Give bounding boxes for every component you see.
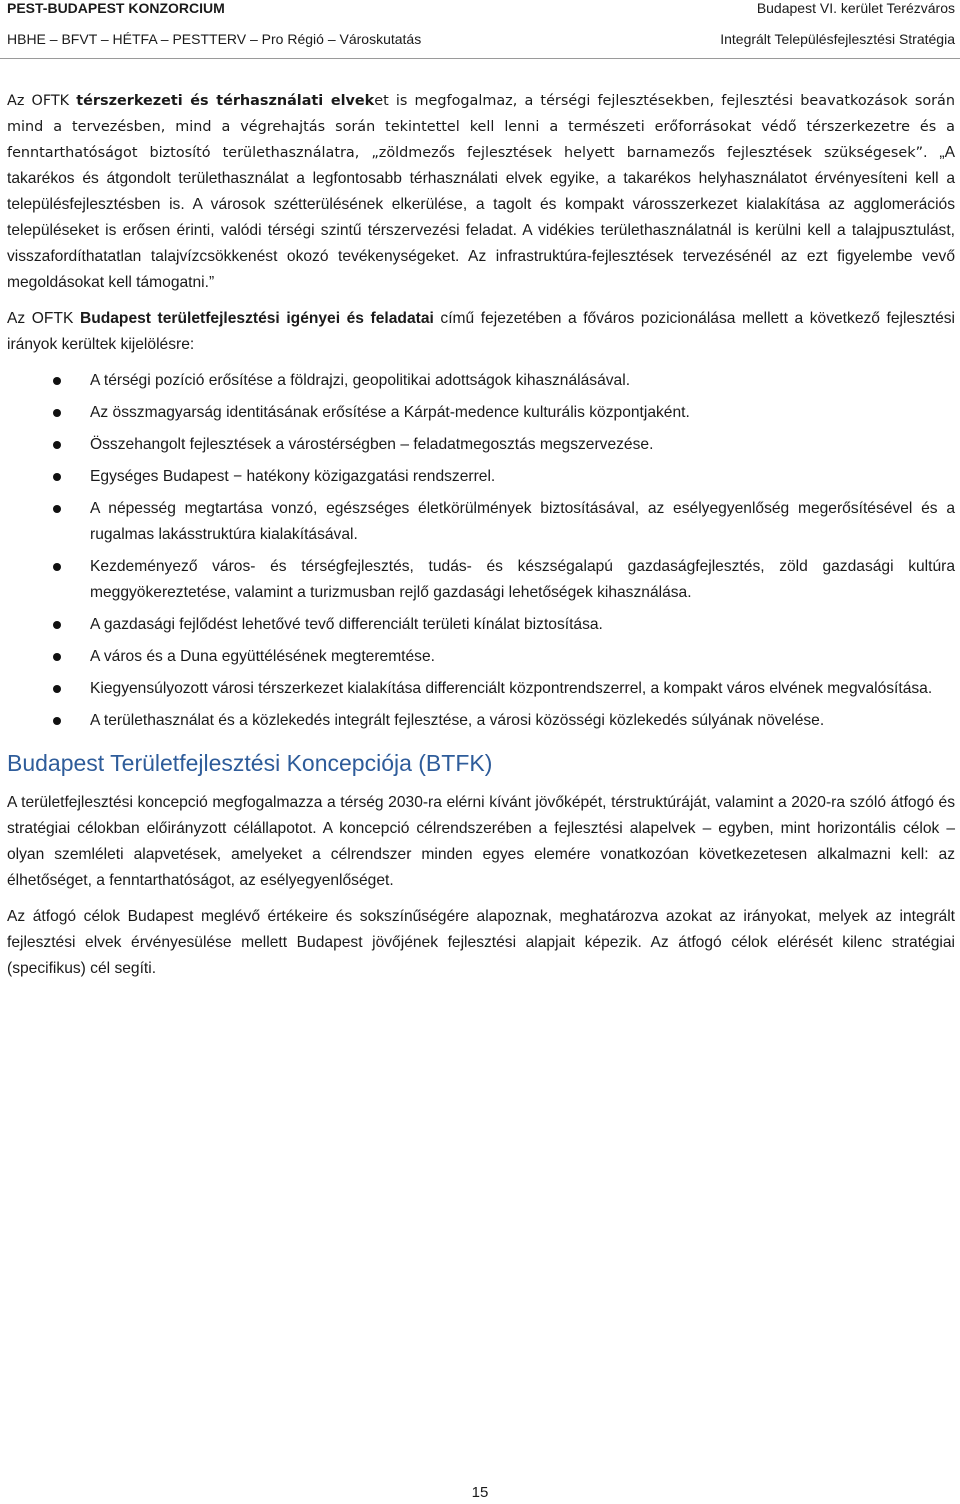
- list-item-text: A népesség megtartása vonzó, egészséges életkörülmények biztosításával, az esélyegyenlőség megerősítésével és a rugalmas lakásstruktúra kialakításával.: [90, 500, 955, 543]
- p1-quote: „A takarékos és átgondolt területhasználat a legfontosabb térhasználati elvek egyike, a takarékos helyhasználatot érvényesíteni kell a településfejlesztésben is. A városok szétterülésének elkerülése, a tagolt és kompakt városszerkezet kialakítása az agglomerációs településeket is erősen érinti, valódi térségi szintű térszervezési feladat. A vidékies területhasználatnál is kerülni kell a talajpusztulást, visszafordíthatatlan talajvízcsökkenést okozó tevékenységeket. Az infrastruktúra-fejlesztések tervezésénél az ezt figyelembe vevő megoldásokat kell támogatni.”: [7, 144, 955, 291]
- list-item: [7, 554, 955, 606]
- header-top-row: [7, 0, 955, 16]
- list-item-text: Kiegyensúlyozott városi térszerkezet kialakítása differenciált központrendszerrel, a kompakt város elvének megvalósítása.: [90, 680, 933, 697]
- list-item: [7, 644, 955, 670]
- document-title: Integrált Településfejlesztési Stratégia: [720, 31, 955, 47]
- list-item: [7, 464, 955, 490]
- list-item-text: Kezdeményező város- és térségfejlesztés, tudás- és készségalapú gazdaságfejlesztés, zöld gazdasági kultúra meggyökereztetése, valamint a turizmusban rejlő gazdasági lehetőségek kihasználása.: [90, 558, 955, 601]
- p1-text-a: Az OFTK: [7, 93, 77, 109]
- header-bottom-row: [7, 31, 955, 47]
- list-item: [7, 676, 955, 702]
- p2-bold-chapter: Budapest területfejlesztési igényei és feladatai: [79, 310, 434, 327]
- partner-list: HBHE – BFVT – HÉTFA – PESTTERV – Pro Régió – Városkutatás: [7, 31, 422, 47]
- bullet-icon: [53, 473, 61, 481]
- list-item: [7, 612, 955, 638]
- bullet-icon: [53, 717, 61, 725]
- list-item-text: Összehangolt fejlesztések a várostérségben – feladatmegosztás megszervezése.: [90, 436, 654, 453]
- section-heading-btfk: Budapest Területfejlesztési Koncepciója (BTFK): [7, 750, 493, 776]
- list-item-text: A város és a Duna együttélésének megteremtése.: [90, 648, 435, 665]
- list-item: [7, 708, 955, 734]
- list-item-text: Egységes Budapest − hatékony közigazgatási rendszerrel.: [90, 468, 496, 485]
- page-header: [0, 0, 960, 60]
- p1-bold-principles: térszerkezeti és térhasználati elvek: [76, 93, 375, 109]
- paragraph-btfk-goals: Az átfogó célok Budapest meglévő értékeire és sokszínűségére alapoznak, meghatározva azokat az irányokat, melyek az integrált fejlesztési elvek érvényesülése mellett Budapest jövőjének fejlesztési alapjait képezik. Az átfogó célok elérését kilenc stratégiai (specifikus) cél segíti.: [7, 908, 955, 977]
- list-item: [7, 496, 955, 548]
- list-item: [7, 368, 955, 394]
- development-directions-list: [7, 368, 955, 734]
- bullet-icon: [53, 653, 61, 661]
- consortium-name: PEST-BUDAPEST KONZORCIUM: [7, 0, 225, 16]
- paragraph-btfk-concept: A területfejlesztési koncepció megfogalmazza a térség 2030-ra elérni kívánt jövőképét, térstruktúráját, valamint a 2020-ra szóló átfogó és stratégiai célokban előirányzott célállapotot. A koncepció célrendszerében a fejlesztési alapelvek – egyben, mint horizontális célok – olyan szemléleti alapvetések, amelyeket a célrendszer minden egyes elemére vonatkozóan következetesen alkalmazni kell: az élhetőséget, a fenntarthatóságot, az esélyegyenlőséget.: [7, 794, 955, 889]
- list-item-text: A területhasználat és a közlekedés integrált fejlesztése, a városi közösségi közlekedés súlyának növelése.: [90, 712, 825, 729]
- list-item-text: Az összmagyarság identitásának erősítése a Kárpát-medence kulturális központjaként.: [90, 404, 690, 421]
- p2-text-a: Az OFTK: [7, 310, 80, 327]
- bullet-icon: [53, 685, 61, 693]
- paragraph-budapest-directions: [7, 306, 955, 358]
- page-number: 15: [471, 1484, 489, 1501]
- list-item: [7, 400, 955, 426]
- bullet-icon: [53, 377, 61, 385]
- list-item-text: A gazdasági fejlődést lehetővé tevő differenciált területi kínálat biztosítása.: [90, 616, 603, 633]
- bullet-icon: [53, 441, 61, 449]
- paragraph-oftk-principles: [7, 88, 955, 296]
- p1-text-c: et is megfogalmaz, a térségi fejlesztésekben, fejlesztési beavatkozások során mind a tervezésben, mind a végrehajtás során tekintettel kell lenni a természeti erőforrásokat védő térszerkezetre és a fenntarthatóságot biztosító területhasználatra, „zöldmezős fejlesztések helyett barnamezős fejlesztések szükségesek”.: [7, 93, 955, 161]
- page-body: [7, 88, 955, 992]
- header-divider: [0, 58, 960, 59]
- list-item-text: A térségi pozíció erősítése a földrajzi, geopolitikai adottságok kihasználásával.: [90, 372, 631, 389]
- bullet-icon: [53, 409, 61, 417]
- list-item: [7, 432, 955, 458]
- p2-text-c: című fejezetében a főváros pozicionálása mellett a következő fejlesztési irányok kerültek kijelölésre:: [7, 310, 955, 353]
- bullet-icon: [53, 505, 61, 513]
- bullet-icon: [53, 621, 61, 629]
- district-name: Budapest VI. kerület Terézváros: [756, 0, 955, 16]
- bullet-icon: [53, 563, 61, 571]
